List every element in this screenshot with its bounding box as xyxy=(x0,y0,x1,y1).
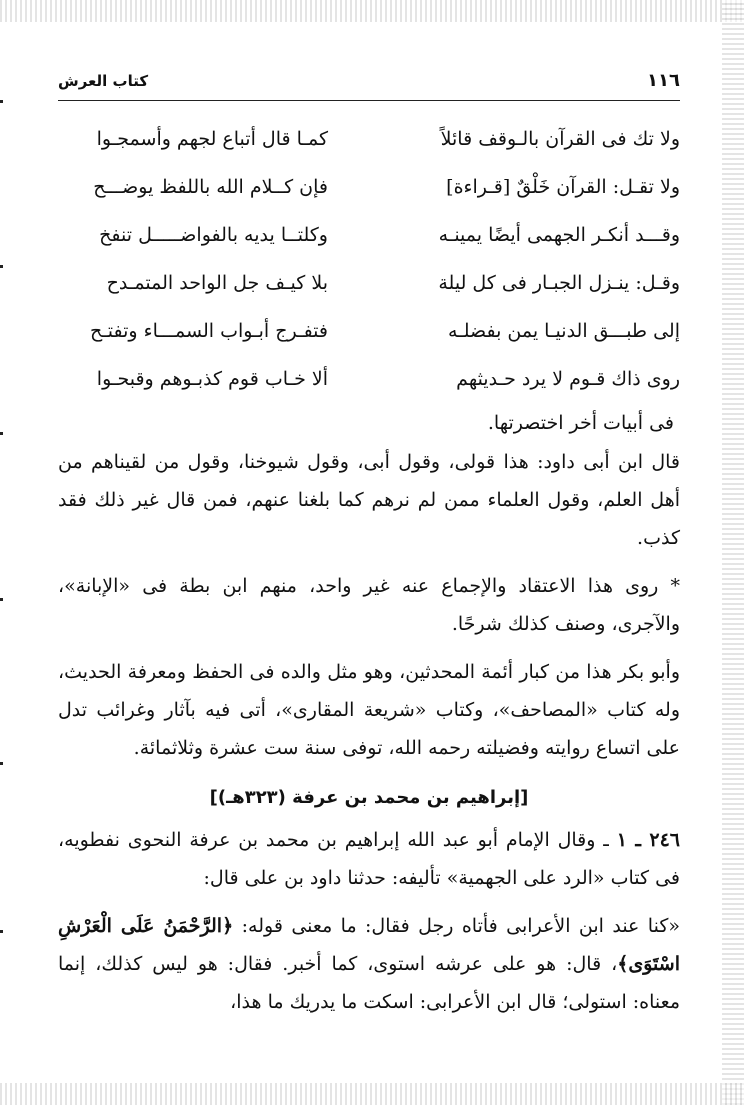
verse-second-hemistich: وكلتــا يديه بالفواضـــــل تنفخ xyxy=(99,223,328,246)
verse-first-hemistich: إلى طبـــق الدنيـا يمن بفضلـه xyxy=(447,319,680,342)
poem-note: فى أبيات أخر اختصرتها. xyxy=(487,412,674,434)
entry-text: ـ وقال الإمام أبو عبد الله إبراهيم بن محمد بن عرفة النحوى نفطويه، فى كتاب «الرد على الجهمية» تأليفه: حدثنا داود بن على قال: xyxy=(58,829,680,889)
decorative-border-right xyxy=(722,0,744,1105)
decorative-border-bottom xyxy=(0,1083,744,1105)
verse-second-hemistich: ألا خـاب قوم كذبـوهم وقبحـوا xyxy=(96,367,328,390)
verse xyxy=(58,211,680,259)
paragraph-transmission: * روى هذا الاعتقاد والإجماع عنه غير واحد، منهم ابن بطة فى «الإبانة»، والآجرى، وصنف كذلك شرحًا. xyxy=(58,575,680,635)
verse xyxy=(58,355,680,403)
verse xyxy=(58,307,680,355)
quran-verse: ﴿الرَّحْمَنُ عَلَى الْعَرْشِ اسْتَوَى﴾ xyxy=(58,915,680,975)
margin-tick xyxy=(0,930,3,933)
verse xyxy=(58,163,680,211)
book-page xyxy=(58,70,680,1021)
decorative-border-top xyxy=(0,0,744,22)
paragraph-ibn-abi-dawud: قال ابن أبى داود: هذا قولى، وقول أبى، وقول شيوخنا، وقول من لقيناهم من أهل العلم، وقول العلماء ممن لم نرهم كما بلغنا عنهم، فمن قال غير ذلك فقد كذب. xyxy=(58,451,680,549)
paragraph-abu-bakr: وأبو بكر هذا من كبار أئمة المحدثين، وهو مثل والده فى الحفظ ومعرفة الحديث، وله كتاب «المصاحف»، وكتاب «شريعة المقارى»، أتى فيه بآثار وغرائب تدل على اتساع روايته وفضيلته رحمه الله، توفى سنة ست عشرة وثلاثمائة. xyxy=(58,661,680,759)
verse xyxy=(58,115,680,163)
quote-after: ، قال: هو على عرشه استوى، كما أخبر. فقال: هو ليس كذلك، إنما معناه: استولى؛ قال ابن الأعرابى: اسكت ما يدريك ما هذا، xyxy=(58,953,680,1013)
margin-tick xyxy=(0,432,3,435)
quote-before: «كنا عند ابن الأعرابى فأتاه رجل فقال: ما معنى قوله: xyxy=(233,915,681,937)
quote-paragraph xyxy=(58,907,680,1021)
page-number: ١١٦ xyxy=(647,70,680,91)
margin-tick xyxy=(0,100,3,103)
margin-tick xyxy=(0,762,3,765)
poem xyxy=(58,115,680,403)
verse-first-hemistich: روى ذاك قـوم لا يرد حـديثهم xyxy=(456,367,680,390)
verse-first-hemistich: وقـــد أنكـر الجهمى أيضًا يمينـه xyxy=(438,223,680,246)
verse-first-hemistich: وقـل: ينـزل الجبـار فى كل ليلة xyxy=(438,271,680,294)
entry-number: ٢٤٦ ـ ١ xyxy=(616,829,680,851)
book-title: كتاب العرش xyxy=(58,72,149,90)
margin-tick xyxy=(0,598,3,601)
verse-second-hemistich: فإن كــلام الله باللفظ يوضـــح xyxy=(93,175,328,198)
verse-first-hemistich: ولا تقـل: القرآن خَلْقٌ [قـراءة] xyxy=(446,175,680,198)
verse xyxy=(58,259,680,307)
margin-tick xyxy=(0,265,3,268)
running-header xyxy=(58,70,680,98)
header-rule xyxy=(58,100,680,101)
verse-first-hemistich: ولا تك فى القرآن بالـوقف قائلاً xyxy=(440,127,680,150)
entry-paragraph xyxy=(58,821,680,897)
verse-second-hemistich: كمـا قال أتباع لجهم وأسمجـوا xyxy=(96,127,328,150)
section-heading: [إبراهيم بن محمد بن عرفة (٣٢٣هـ)] xyxy=(209,787,529,808)
verse-second-hemistich: فتفـرج أبـواب السمـــاء وتفتـح xyxy=(89,319,328,342)
verse-second-hemistich: بلا كيـف جل الواحد المتمـدح xyxy=(106,271,328,294)
